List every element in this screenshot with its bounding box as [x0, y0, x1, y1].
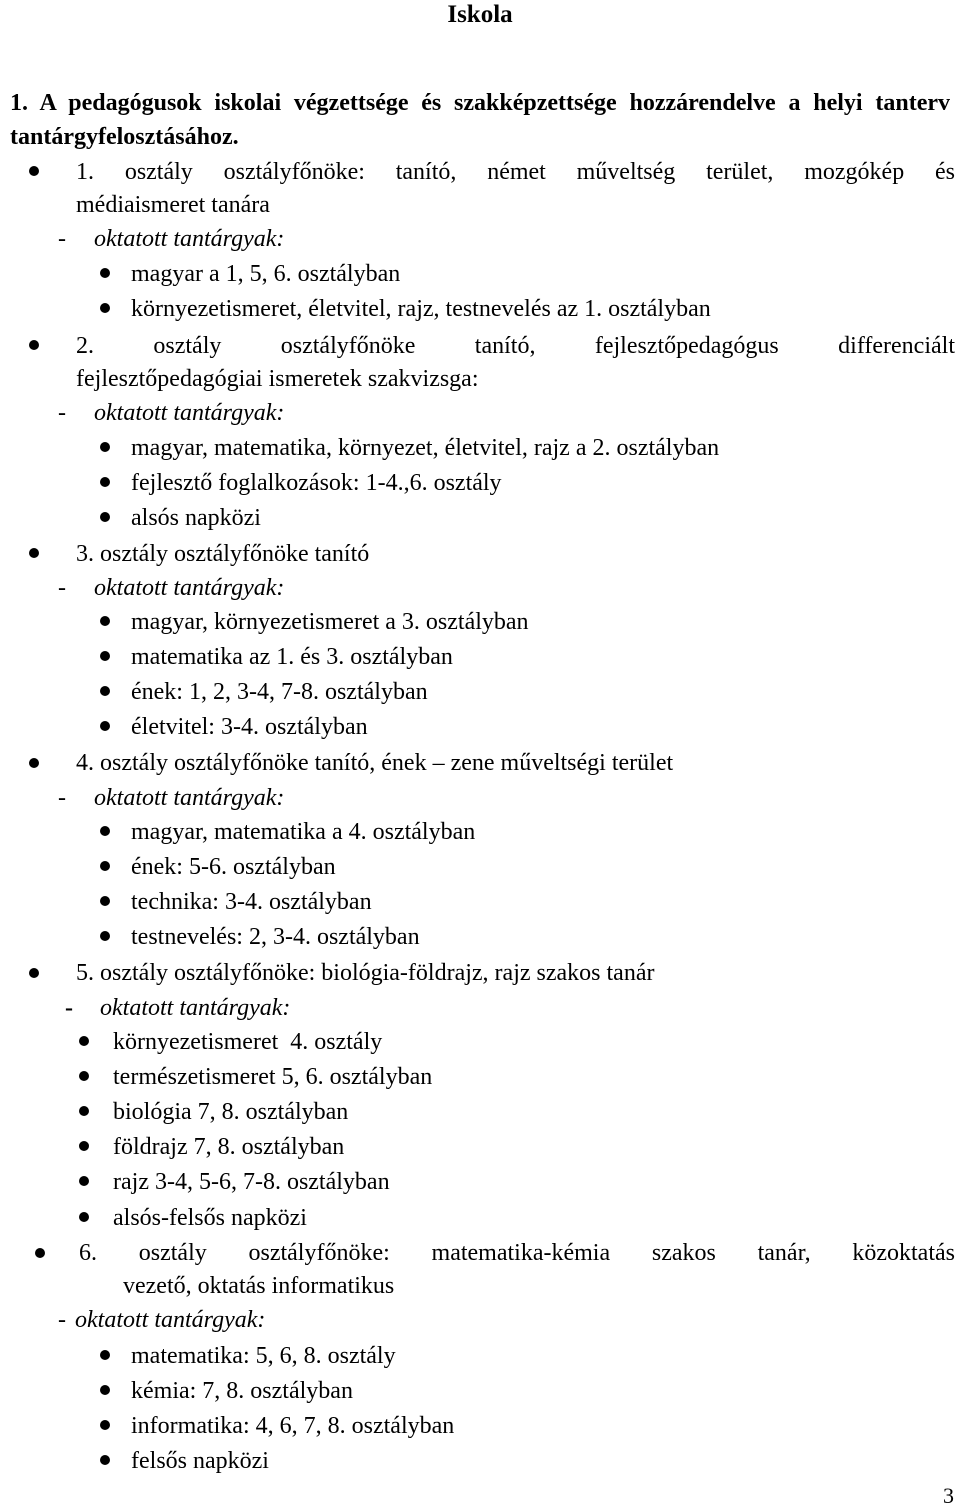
- class-4-heading: 4. osztály osztályfőnöke tanító, ének – zene műveltségi terület: [76, 750, 674, 776]
- bullet-icon: [29, 340, 39, 350]
- subject-item: környezetismeret 4. osztály: [113, 1029, 383, 1055]
- subjects-label: oktatott tantárgyak:: [75, 1307, 266, 1333]
- subject-item: technika: 3-4. osztályban: [131, 889, 372, 915]
- subjects-label: oktatott tantárgyak:: [94, 400, 285, 426]
- subjects-label: oktatott tantárgyak:: [94, 785, 285, 811]
- bullet-icon: [79, 1141, 89, 1151]
- subjects-dash: -: [58, 1307, 66, 1333]
- bullet-icon: [79, 1176, 89, 1186]
- bullet-icon: [35, 1248, 45, 1258]
- bullet-icon: [100, 268, 110, 278]
- subject-item: felsős napközi: [131, 1448, 269, 1474]
- subject-item: rajz 3-4, 5-6, 7-8. osztályban: [113, 1169, 390, 1195]
- bullet-icon: [100, 1455, 110, 1465]
- bullet-icon: [79, 1106, 89, 1116]
- subject-item: testnevelés: 2, 3-4. osztályban: [131, 924, 420, 950]
- subjects-label: oktatott tantárgyak:: [100, 995, 291, 1021]
- subject-item: fejlesztő foglalkozások: 1-4.,6. osztály: [131, 470, 502, 496]
- bullet-icon: [79, 1071, 89, 1081]
- bullet-icon: [100, 686, 110, 696]
- class-1-heading-line2: médiaismeret tanára: [76, 192, 270, 218]
- subject-item: ének: 5-6. osztályban: [131, 854, 336, 880]
- bullet-icon: [100, 721, 110, 731]
- bullet-icon: [100, 651, 110, 661]
- bullet-icon: [100, 303, 110, 313]
- class-2-heading-line1: 2. osztály osztályfőnöke tanító, fejlesztőpedagógus differenciált: [76, 333, 955, 359]
- subject-item: alsós-felsős napközi: [113, 1205, 307, 1231]
- subject-item: ének: 1, 2, 3-4, 7-8. osztályban: [131, 679, 428, 705]
- class-5-heading: 5. osztály osztályfőnöke: biológia-földrajz, rajz szakos tanár: [76, 960, 655, 986]
- bullet-icon: [100, 512, 110, 522]
- subject-item: magyar a 1, 5, 6. osztályban: [131, 261, 401, 287]
- page-number: 3: [943, 1483, 954, 1508]
- bullet-icon: [100, 477, 110, 487]
- bullet-icon: [29, 166, 39, 176]
- bullet-icon: [100, 1385, 110, 1395]
- bullet-icon: [100, 1350, 110, 1360]
- subject-item: matematika: 5, 6, 8. osztály: [131, 1343, 396, 1369]
- subject-item: kémia: 7, 8. osztályban: [131, 1378, 353, 1404]
- subject-item: matematika az 1. és 3. osztályban: [131, 644, 453, 670]
- subjects-dash: -: [65, 995, 73, 1021]
- class-2-heading-line2: fejlesztőpedagógiai ismeretek szakvizsga:: [76, 366, 479, 392]
- bullet-icon: [29, 758, 39, 768]
- subject-item: magyar, matematika, környezet, életvitel, rajz a 2. osztályban: [131, 435, 720, 461]
- class-6-heading-line2: vezető, oktatás informatikus: [123, 1273, 395, 1299]
- bullet-icon: [29, 548, 39, 558]
- bullet-icon: [100, 931, 110, 941]
- class-1-heading-line1: 1. osztály osztályfőnöke: tanító, német műveltség terület, mozgókép és: [76, 159, 955, 185]
- bullet-icon: [79, 1212, 89, 1222]
- subjects-dash: -: [58, 575, 66, 601]
- section-heading: 1. A pedagógusok iskolai végzettsége és szakképzettsége hozzárendelve a helyi tanterv tantárgyfelosztásához.: [10, 90, 950, 150]
- subject-item: magyar, matematika a 4. osztályban: [131, 819, 476, 845]
- subject-item: informatika: 4, 6, 7, 8. osztályban: [131, 1413, 455, 1439]
- subject-item: természetismeret 5, 6. osztályban: [113, 1064, 433, 1090]
- subject-item: környezetismeret, életvitel, rajz, testnevelés az 1. osztályban: [131, 296, 711, 322]
- page-title: Iskola: [447, 1, 513, 28]
- subjects-label: oktatott tantárgyak:: [94, 226, 285, 252]
- subject-item: földrajz 7, 8. osztályban: [113, 1134, 345, 1160]
- subjects-dash: -: [58, 785, 66, 811]
- bullet-icon: [29, 968, 39, 978]
- bullet-icon: [100, 861, 110, 871]
- bullet-icon: [79, 1036, 89, 1046]
- subjects-dash: -: [58, 226, 66, 252]
- subject-item: alsós napközi: [131, 505, 261, 531]
- class-3-heading: 3. osztály osztályfőnöke tanító: [76, 541, 370, 567]
- class-6-heading-line1: 6. osztály osztályfőnöke: matematika-kémia szakos tanár, közoktatás: [79, 1240, 955, 1266]
- subjects-label: oktatott tantárgyak:: [94, 575, 285, 601]
- subjects-dash: -: [58, 400, 66, 426]
- bullet-icon: [100, 1420, 110, 1430]
- subject-item: magyar, környezetismeret a 3. osztályban: [131, 609, 529, 635]
- bullet-icon: [100, 896, 110, 906]
- subject-item: biológia 7, 8. osztályban: [113, 1099, 349, 1125]
- bullet-icon: [100, 826, 110, 836]
- subject-item: életvitel: 3-4. osztályban: [131, 714, 368, 740]
- bullet-icon: [100, 442, 110, 452]
- bullet-icon: [100, 616, 110, 626]
